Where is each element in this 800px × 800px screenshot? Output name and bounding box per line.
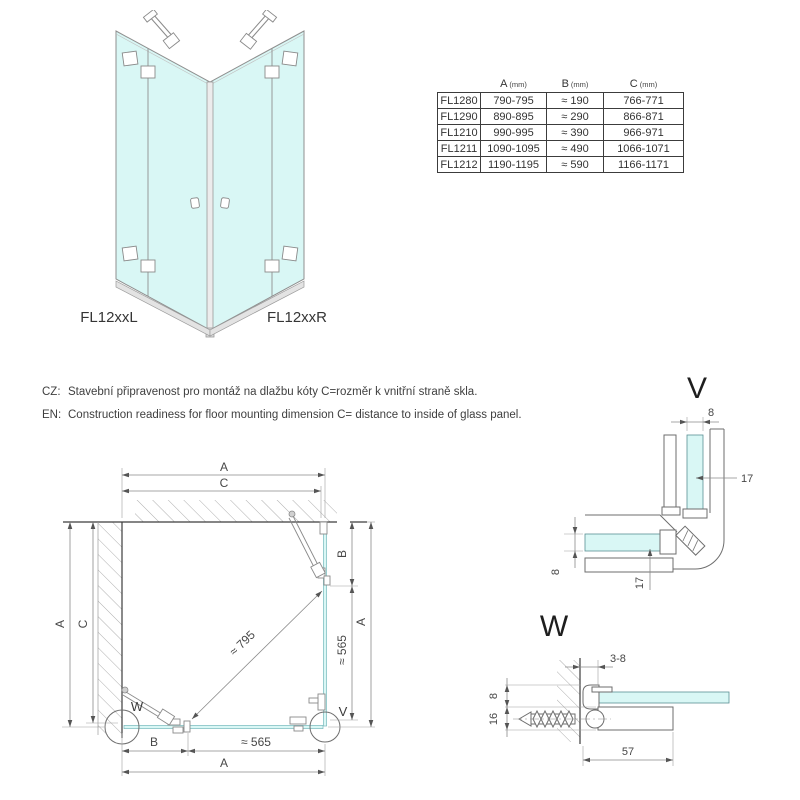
support-bar-left xyxy=(143,10,179,49)
col-header-c: C xyxy=(629,78,638,90)
w-dim-profile: 16 xyxy=(488,712,500,726)
plan-dim-565-right: ≈ 565 xyxy=(335,635,349,665)
w-dim-adjust: 3-8 xyxy=(610,653,626,665)
col-header-b: B xyxy=(561,78,569,90)
notes-block xyxy=(42,386,582,432)
model-label-left: FL12xxL xyxy=(80,309,138,326)
table-row: FL1290 890-895 ≈ 290 866-871 xyxy=(438,109,684,125)
note-cz-label: CZ: xyxy=(42,386,61,398)
plan-hardware xyxy=(168,522,330,733)
support-bar-right xyxy=(240,10,276,49)
note-en-label: EN: xyxy=(42,409,62,421)
w-dim-glass: 8 xyxy=(488,692,500,700)
plan-dim-a-right: A xyxy=(354,617,368,627)
plan-view xyxy=(40,450,385,790)
size-table-header: A (mm) B (mm) C (mm) xyxy=(500,78,658,90)
plan-dim-a-top: A xyxy=(219,460,229,474)
detail-v xyxy=(550,365,800,610)
plan-detail-v-label: V xyxy=(338,704,348,719)
v-dim-inset-bottom: 17 xyxy=(634,576,646,590)
note-cz-text: Stavební připravenost pro montáž na dlažbu kóty C=rozměr k vnitřní straně skla. xyxy=(68,386,478,398)
note-en-text: Construction readiness for floor mounting dimension C= distance to inside of glass panel. xyxy=(68,409,522,421)
detail-v-title: V xyxy=(686,372,708,405)
plan-dim-diagonal: ≈ 795 xyxy=(226,627,258,659)
plan-dim-b-bottom: B xyxy=(149,735,159,749)
plan-dim-c-top: C xyxy=(219,476,229,490)
w-profile xyxy=(583,685,729,730)
table-row: FL1211 1090-1095 ≈ 490 1066-1071 xyxy=(438,141,684,157)
w-glass xyxy=(597,692,729,703)
table-row: FL1280 790-795 ≈ 190 766-771 xyxy=(438,93,684,109)
plan-dim-a-bottom: A xyxy=(219,756,229,770)
col-header-a: A xyxy=(500,78,508,90)
note-en xyxy=(42,409,582,421)
detail-w-title: W xyxy=(539,610,569,643)
v-glass-vertical xyxy=(687,435,703,509)
v-corner-profile xyxy=(585,429,724,572)
plan-dim-c-left: C xyxy=(76,619,90,629)
plan-dim-a-left: A xyxy=(53,619,67,629)
v-dim-glass-top: 8 xyxy=(708,407,715,419)
plan-detail-w-label: W xyxy=(130,699,144,714)
note-cz xyxy=(42,386,582,398)
v-dim-glass-left: 8 xyxy=(550,568,562,576)
table-row: FL1210 990-995 ≈ 390 966-971 xyxy=(438,125,684,141)
v-dim-inset-right: 17 xyxy=(741,473,754,485)
corner-post xyxy=(206,82,214,337)
corner-screw xyxy=(676,526,705,555)
detail-w xyxy=(485,600,795,785)
size-table xyxy=(437,78,684,173)
model-label-right: FL12xxR xyxy=(266,309,328,326)
w-wall xyxy=(557,658,580,744)
plan-glass xyxy=(124,524,327,729)
isometric-view xyxy=(60,10,360,340)
plan-dim-b-right: B xyxy=(335,549,349,559)
w-dim-depth: 57 xyxy=(621,746,635,758)
table-row: FL1212 1190-1195 ≈ 590 1166-1171 xyxy=(438,157,684,173)
plan-dim-565-bottom: ≈ 565 xyxy=(241,735,271,749)
